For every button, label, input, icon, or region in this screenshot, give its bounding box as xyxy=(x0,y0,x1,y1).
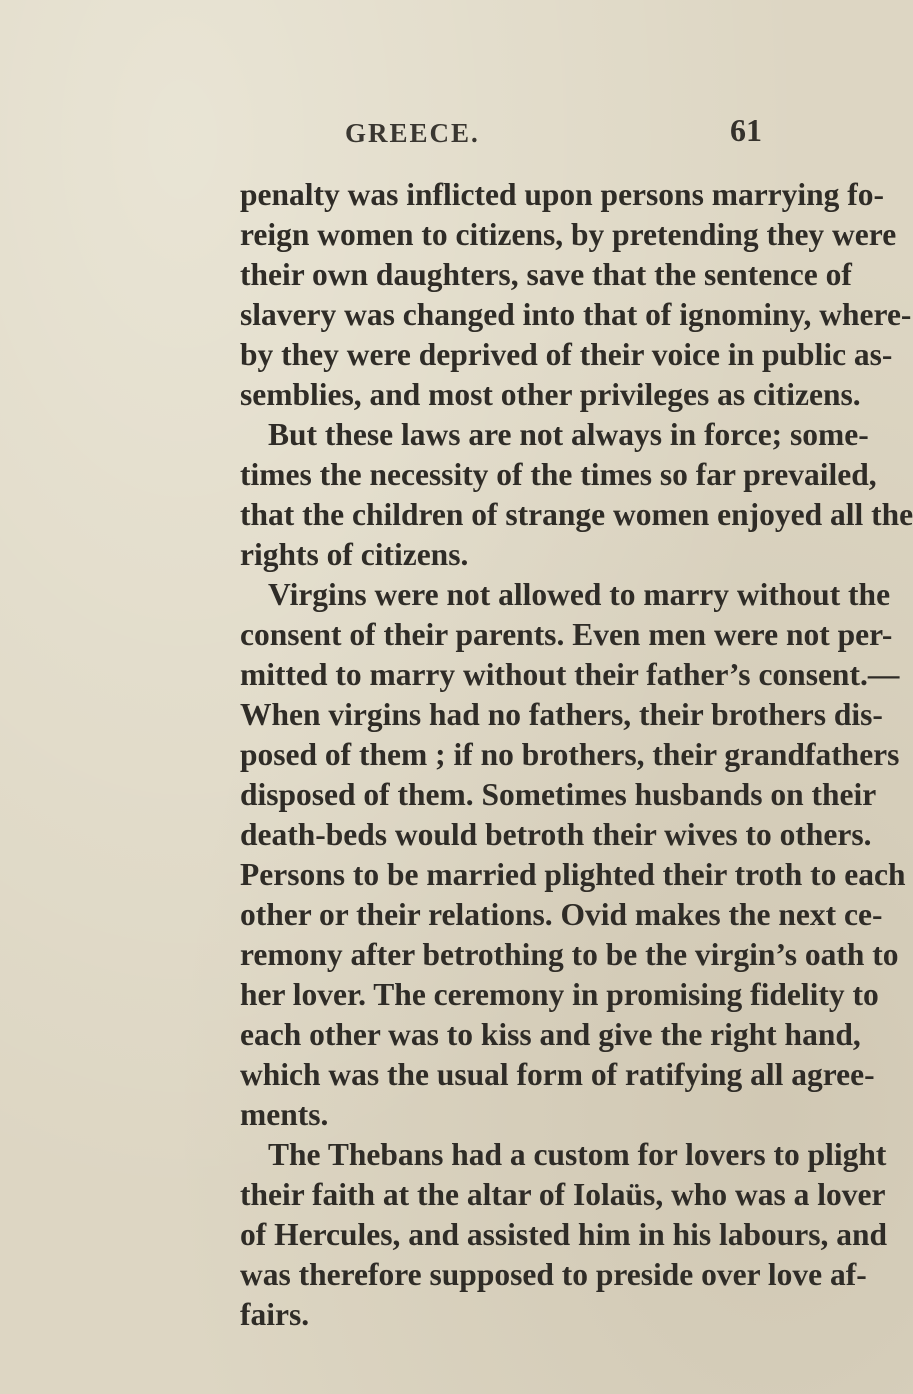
text-line: penalty was inflicted upon persons marrying fo- xyxy=(240,177,885,212)
text-line: their faith at the altar of Iolaüs, who was a lover xyxy=(240,1177,886,1212)
text-line: semblies, and most other privileges as citizens. xyxy=(240,377,861,412)
text-line: slavery was changed into that of ignominy, where- xyxy=(240,297,912,332)
text-line: which was the usual form of ratifying all agree- xyxy=(240,1057,875,1092)
text-line: that the children of strange women enjoyed all the xyxy=(240,497,913,532)
text-line: reign women to citizens, by pretending they were xyxy=(240,217,897,252)
text-line: of Hercules, and assisted him in his labours, and xyxy=(240,1217,888,1252)
text-line: remony after betrothing to be the virgin’s oath to xyxy=(240,937,899,972)
text-line: was therefore supposed to preside over love af- xyxy=(240,1257,867,1292)
text-line: The Thebans had a custom for lovers to plight xyxy=(268,1137,887,1172)
text-line: times the necessity of the times so far prevailed, xyxy=(240,457,877,492)
text-line: Virgins were not allowed to marry without the xyxy=(268,577,891,612)
text-line: by they were deprived of their voice in public as- xyxy=(240,337,893,372)
text-line: disposed of them. Sometimes husbands on their xyxy=(240,777,877,812)
text-line: Persons to be married plighted their troth to each xyxy=(240,857,906,892)
text-line: her lover. The ceremony in promising fidelity to xyxy=(240,977,879,1012)
text-line: fairs. xyxy=(240,1297,310,1332)
text-line: death-beds would betroth their wives to others. xyxy=(240,817,872,852)
page-number: 61 xyxy=(730,112,762,148)
body-text xyxy=(240,175,913,1335)
text-line: consent of their parents. Even men were not per- xyxy=(240,617,893,652)
text-line: posed of them ; if no brothers, their grandfathers xyxy=(240,737,900,772)
running-head xyxy=(345,112,765,158)
running-title: GREECE. xyxy=(345,118,480,148)
text-line: When virgins had no fathers, their brothers dis- xyxy=(240,697,883,732)
text-line: other or their relations. Ovid makes the next ce- xyxy=(240,897,883,932)
text-line: mitted to marry without their father’s consent.— xyxy=(240,657,900,692)
text-line: each other was to kiss and give the right hand, xyxy=(240,1017,861,1052)
text-line: rights of citizens. xyxy=(240,537,469,572)
text-line: But these laws are not always in force; some- xyxy=(268,417,869,452)
text-line: their own daughters, save that the sentence of xyxy=(240,257,852,292)
text-line: ments. xyxy=(240,1097,329,1132)
